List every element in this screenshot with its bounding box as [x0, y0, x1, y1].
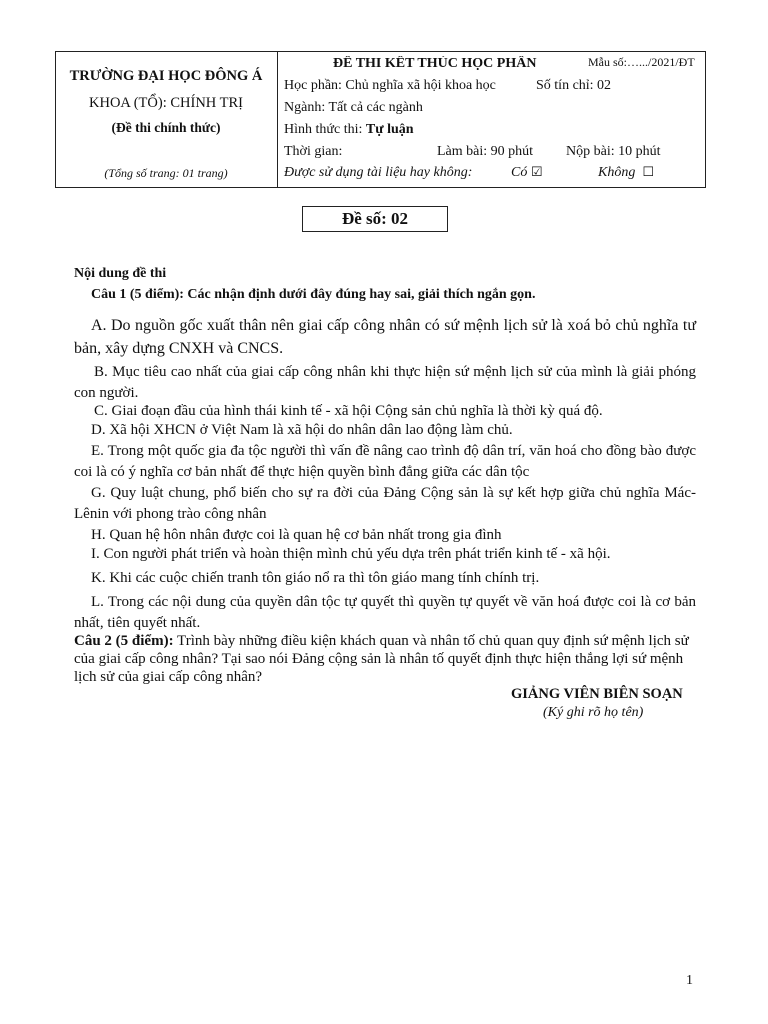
school-name: TRƯỜNG ĐẠI HỌC ĐÔNG Á	[69, 68, 263, 84]
statement-i: I. Con người phát triển và hoàn thiện mình chủ yếu dựa trên phát triển kinh tế - xã hội.	[91, 546, 611, 562]
statement-c: C. Giai đoạn đầu của hình thái kinh tế - xã hội Cộng sản chủ nghĩa là thời kỳ quá độ.	[94, 403, 603, 419]
header-school-cell	[55, 51, 278, 188]
materials-label: Được sử dụng tài liệu hay không:	[284, 165, 473, 180]
time-label: Thời gian:	[284, 144, 343, 159]
statement-l: L. Trong các nội dung của quyền dân tộc tự quyết thì quyền tự quyết về văn hoá được coi là cơ bản nhất, tiên quyết nhất.	[74, 594, 696, 631]
course-name: Học phần: Chủ nghĩa xã hội khoa học	[284, 78, 496, 93]
page-number: 1	[686, 973, 693, 988]
course-row	[284, 78, 496, 94]
signature-note: (Ký ghi rõ họ tên)	[543, 705, 644, 720]
unchecked-box-icon: ☐	[642, 165, 654, 180]
checked-box-icon: ☑	[530, 165, 543, 180]
question-1-title: Câu 1 (5 điểm): Các nhận định dưới đây đúng hay sai, giải thích ngắn gọn.	[91, 287, 536, 302]
header-exam-info-cell	[278, 51, 706, 188]
department-name: KHOA (TỔ): CHÍNH TRỊ	[89, 95, 243, 111]
work-time: Làm bài: 90 phút	[437, 144, 534, 159]
exam-format-row	[284, 122, 414, 138]
official-exam-note: (Đề thi chính thức)	[111, 120, 221, 135]
materials-no-option	[598, 165, 654, 181]
statement-d: D. Xã hội XHCN ở Việt Nam là xã hội do nhân dân lao động làm chủ.	[91, 422, 513, 438]
statement-k: K. Khi các cuộc chiến tranh tôn giáo nổ ra thì tôn giáo mang tính chính trị.	[91, 570, 540, 586]
form-number: Mẫu số:….../2021/ĐT	[588, 55, 695, 69]
exam-code: Đề số: 02	[302, 206, 448, 232]
question-2-label: Câu 2 (5 điểm):	[74, 633, 174, 649]
statement-h: H. Quan hệ hôn nhân được coi là quan hệ cơ bản nhất trong gia đình	[91, 527, 502, 543]
section-title: Nội dung đề thi	[74, 266, 167, 281]
materials-yes-option	[511, 165, 543, 181]
no-label: Không	[598, 165, 636, 180]
exam-format-value: Tự luận	[365, 122, 414, 137]
question-2-text: Trình bày những điều kiện khách quan và nhân tố chủ quan quy định sứ mệnh lịch sử của giai cấp công nhân? Tại sao nói Đảng cộng sản là nhân tố quyết định thực hiện thắng lợi sứ mệnh lịch sử của giai cấp công nhân?	[74, 633, 689, 685]
question-2	[74, 632, 696, 686]
statement-b: B. Mục tiêu cao nhất của giai cấp công nhân khi thực hiện sứ mệnh lịch sử của mình là giải phóng con người.	[74, 364, 696, 401]
credits: Số tín chỉ: 02	[536, 78, 612, 93]
total-pages-note: (Tổng số trang: 01 trang)	[104, 166, 228, 180]
signer-title: GIẢNG VIÊN BIÊN SOẠN	[511, 686, 683, 702]
statement-a: A. Do nguồn gốc xuất thân nên giai cấp công nhân có sứ mệnh lịch sử là xoá bỏ chủ nghĩa tư bản, xây dựng CNXH và CNCS.	[74, 317, 696, 357]
header-border-gap	[706, 51, 714, 83]
yes-label: Có	[511, 165, 528, 180]
exam-title: ĐỀ THI KẾT THÚC HỌC PHẦN	[333, 56, 537, 71]
submit-time: Nộp bài: 10 phút	[566, 144, 661, 159]
statement-e: E. Trong một quốc gia đa tộc người thì vấn đề nâng cao trình độ dân trí, văn hoá cho đồng bào được coi là có ý nghĩa cơ bản nhất để thực hiện quyền bình đẳng giữa các dân tộc	[74, 443, 696, 480]
exam-format-label: Hình thức thi:	[284, 122, 366, 137]
major-row: Ngành: Tất cả các ngành	[284, 100, 423, 115]
statement-g: G. Quy luật chung, phổ biến cho sự ra đời của Đảng Cộng sản là sự kết hợp giữa chủ nghĩa Mác-Lênin với phong trào công nhân	[74, 485, 696, 522]
